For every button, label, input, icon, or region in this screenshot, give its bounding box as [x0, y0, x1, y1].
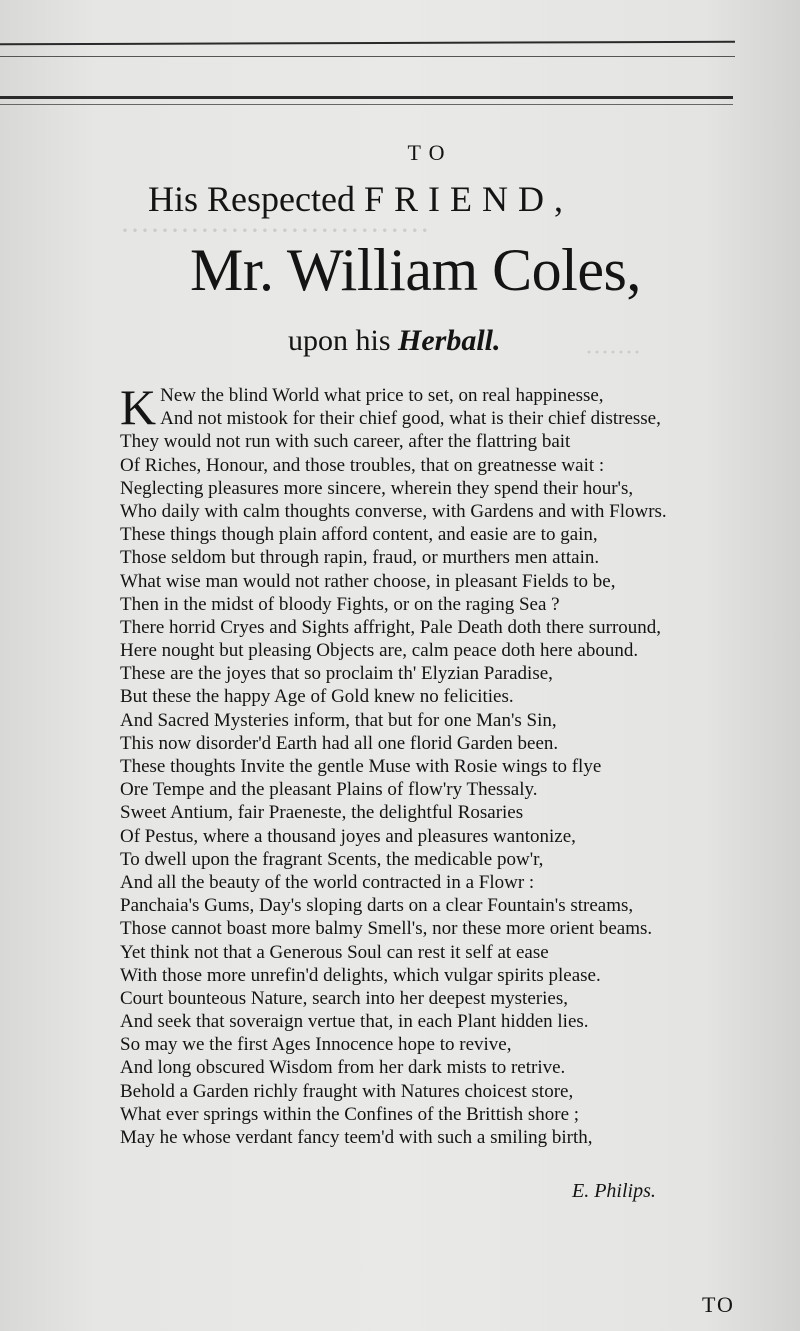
drop-cap: K: [120, 379, 157, 435]
upon-text: upon his: [288, 324, 391, 357]
heading-to: TO: [407, 140, 453, 165]
poem-line: Panchaia's Gums, Day's sloping darts on a clear Fountain's streams,: [120, 895, 634, 917]
top-rule-thin: [0, 56, 735, 57]
poem-line: Of Pestus, where a thousand joyes and pleasures wantonize,: [120, 825, 576, 847]
poem-line: And seek that soveraign vertue that, in each Plant hidden lies.: [120, 1011, 589, 1033]
poem-line: These things though plain afford content, and easie are to gain,: [120, 524, 598, 546]
poem-line: Then in the midst of bloody Fights, or on the raging Sea ?: [120, 593, 560, 615]
poem-line: But these the happy Age of Gold knew no felicities.: [120, 686, 514, 708]
friend-word: FRIEND,: [363, 179, 573, 219]
heading-herball: [288, 324, 588, 358]
show-through-ghost-2: ·······: [585, 340, 641, 366]
poem-line: To dwell upon the fragrant Scents, the medicable pow'r,: [120, 848, 544, 870]
heading-name: Mr. William Coles,: [190, 237, 641, 303]
poem-line: So may we the first Ages Innocence hope to revive,: [120, 1034, 512, 1056]
poem-line: This now disorder'd Earth had all one florid Garden been.: [120, 732, 559, 754]
heading-friend: [148, 178, 748, 220]
friend-prefix: His Respected: [148, 179, 355, 219]
poem-line: Those cannot boast more balmy Smell's, nor these more orient beams.: [120, 918, 653, 940]
poem-line: There horrid Cryes and Sights affright, Pale Death doth there surround,: [120, 616, 662, 638]
signature: E. Philips.: [572, 1180, 656, 1202]
herball-title: Herball.: [398, 324, 501, 357]
second-rule: [0, 96, 733, 99]
poem-line: Court bounteous Nature, search into her deepest mysteries,: [120, 987, 568, 1009]
top-rule: [0, 41, 735, 46]
poem: [120, 379, 800, 1149]
poem-line: Those seldom but through rapin, fraud, or murthers men attain.: [120, 547, 600, 569]
poem-line: What wise man would not rather choose, in pleasant Fields to be,: [120, 570, 616, 592]
poem-line: With those more unrefin'd delights, which vulgar spirits please.: [120, 964, 601, 986]
second-rule-thin: [0, 104, 733, 105]
catchword: TO: [702, 1292, 735, 1317]
poem-line: Who daily with calm thoughts converse, with Gardens and with Flowrs.: [120, 500, 667, 522]
poem-line: And all the beauty of the world contracted in a Flowr :: [120, 871, 535, 893]
poem-line: May he whose verdant fancy teem'd with such a smiling birth,: [120, 1127, 593, 1148]
first-line-text: New the blind World what price to set, on real happinesse,: [160, 385, 604, 406]
poem-line: Neglecting pleasures more sincere, wherein they spend their hour's,: [120, 477, 634, 499]
show-through-ghost: ·······························: [120, 214, 430, 247]
poem-line: They would not run with such career, after the flattring bait: [120, 431, 571, 453]
poem-line: Yet think not that a Generous Soul can rest it self at ease: [120, 941, 549, 963]
poem-line: Here nought but pleasing Objects are, calm peace doth here abound.: [120, 640, 639, 662]
poem-line: Of Riches, Honour, and those troubles, that on greatnesse wait :: [120, 454, 605, 476]
margin-show-through: [2, 512, 122, 530]
poem-line: Behold a Garden richly fraught with Natures choicest store,: [120, 1080, 574, 1102]
poem-line: These are the joyes that so proclaim th' Elyzian Paradise,: [120, 663, 553, 685]
poem-line: Sweet Antium, fair Praeneste, the delightful Rosaries: [120, 802, 524, 824]
poem-line: And Sacred Mysteries inform, that but for one Man's Sin,: [120, 709, 557, 731]
poem-line: And long obscured Wisdom from her dark mists to retrive.: [120, 1057, 566, 1079]
poem-line: Ore Tempe and the pleasant Plains of flow'ry Thessaly.: [120, 779, 538, 801]
poem-line: And not mistook for their chief good, what is their chief distresse,: [160, 408, 661, 430]
poem-line: These thoughts Invite the gentle Muse with Rosie wings to flye: [120, 756, 602, 777]
poem-line: What ever springs within the Confines of the Brittish shore ;: [120, 1103, 580, 1125]
